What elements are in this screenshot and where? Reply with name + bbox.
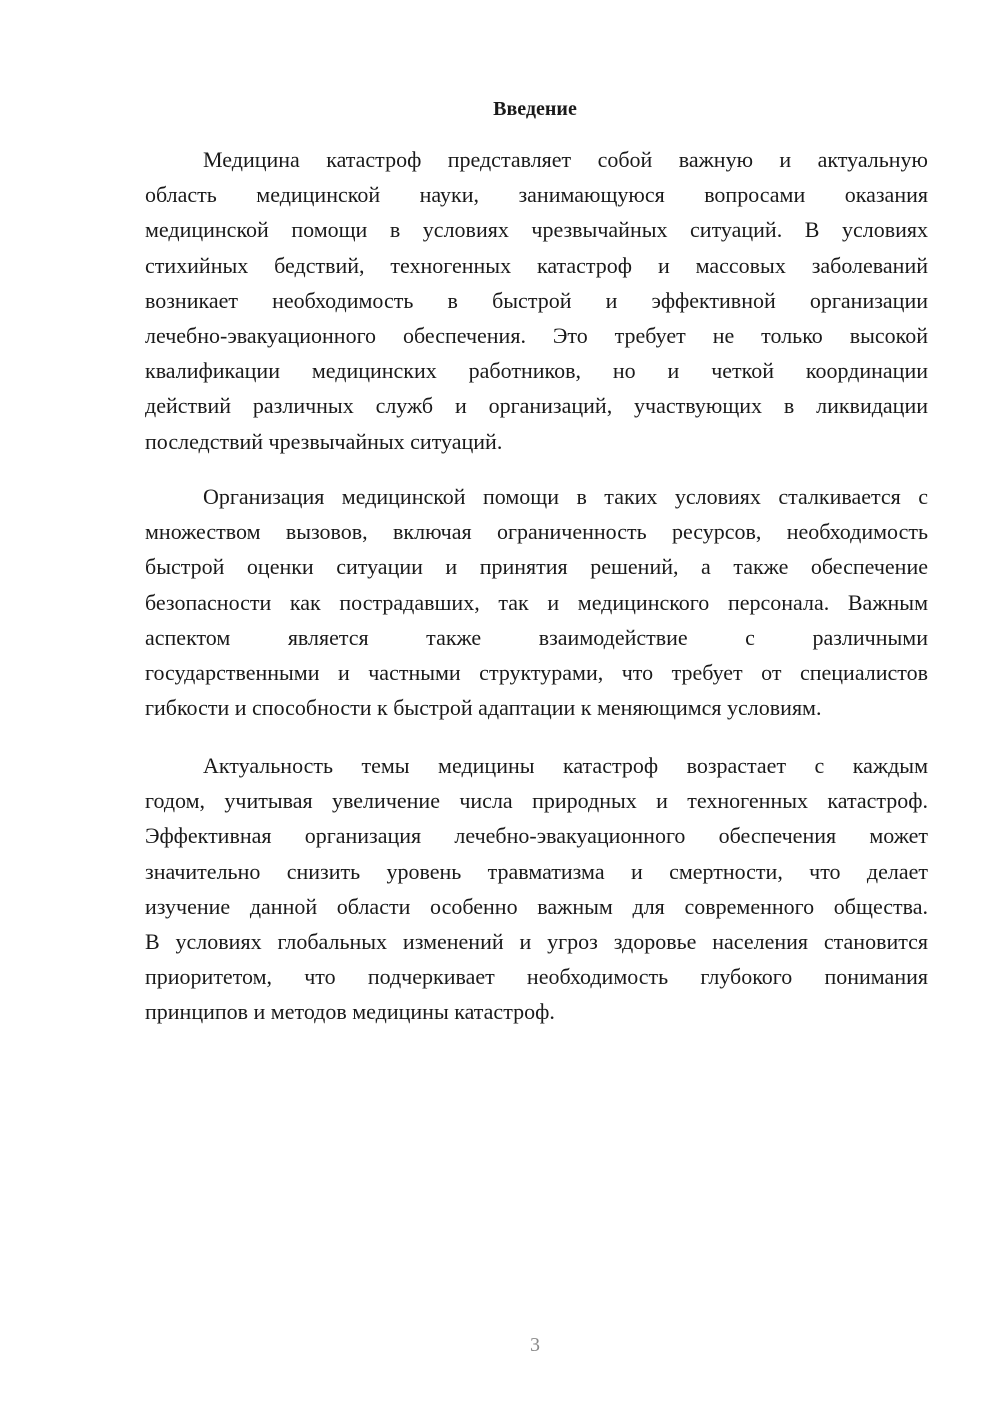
text-line: Организация медицинской помощи в таких условиях сталкивается с <box>203 484 928 509</box>
text-line: гибкости и способности к быстрой адаптации к меняющимся условиям. <box>145 695 822 721</box>
text-line: Эффективная организация лечебно-эвакуационного обеспечения может <box>145 823 928 849</box>
text-line: стихийных бедствий, техногенных катастроф и массовых заболеваний <box>145 252 928 278</box>
text-line: множеством вызовов, включая ограниченность ресурсов, необходимость <box>145 519 928 545</box>
paragraph-2 <box>145 479 928 725</box>
text-line: изучение данной области особенно важным для современного общества. <box>145 893 928 919</box>
text-line: последствий чрезвычайных ситуаций. <box>145 428 503 454</box>
text-line: годом, учитывая увеличение числа природных и техногенных катастроф. <box>145 788 928 814</box>
paragraph-1 <box>145 142 928 459</box>
text-line: квалификации медицинских работников, но и четкой координации <box>145 358 928 384</box>
text-line: В условиях глобальных изменений и угроз здоровье населения становится <box>145 928 928 954</box>
paragraph-3 <box>145 748 928 1030</box>
text-line: лечебно-эвакуационного обеспечения. Это требует не только высокой <box>145 322 928 348</box>
text-line: аспектом является также взаимодействие с различными <box>145 624 928 650</box>
text-line: медицинской помощи в условиях чрезвычайных ситуаций. В условиях <box>145 217 928 243</box>
text-line: действий различных служб и организаций, участвующих в ликвидации <box>145 393 928 419</box>
text-line: Актуальность темы медицины катастроф возрастает с каждым <box>203 753 928 778</box>
section-title: Введение <box>493 98 577 120</box>
text-line: Медицина катастроф представляет собой важную и актуальную <box>203 147 928 172</box>
text-line: быстрой оценки ситуации и принятия решений, а также обеспечение <box>145 554 928 580</box>
text-line: область медицинской науки, занимающуюся вопросами оказания <box>145 182 928 208</box>
text-line: государственными и частными структурами, что требует от специалистов <box>145 659 928 685</box>
text-line: безопасности как пострадавших, так и медицинского персонала. Важным <box>145 589 928 615</box>
text-line: приоритетом, что подчеркивает необходимость глубокого понимания <box>145 964 928 990</box>
text-line: принципов и методов медицины катастроф. <box>145 999 555 1025</box>
text-line: возникает необходимость в быстрой и эффективной организации <box>145 287 928 313</box>
text-line: значительно снизить уровень травматизма и смертности, что делает <box>145 858 928 884</box>
page-number: 3 <box>530 1334 540 1356</box>
